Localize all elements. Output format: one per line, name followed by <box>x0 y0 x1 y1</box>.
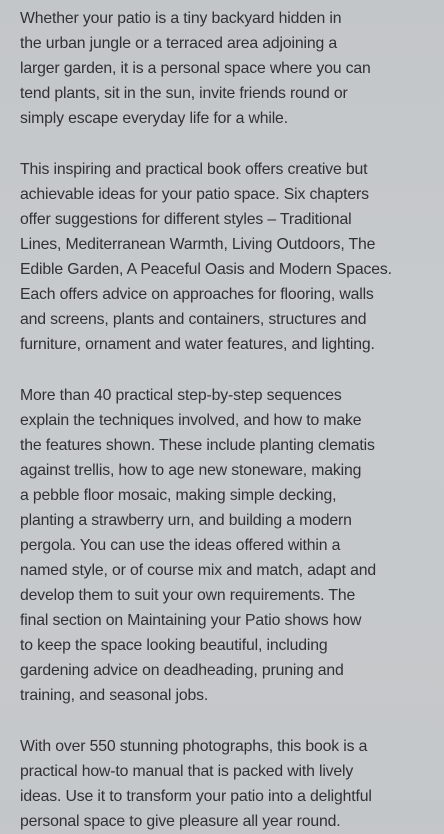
text-line: Edible Garden, A Peaceful Oasis and Modern Spaces. <box>20 261 392 278</box>
text-line: against trellis, how to age new stoneware, making <box>20 462 362 479</box>
text-line: and screens, plants and containers, structures and <box>20 311 367 328</box>
text-line: a pebble floor mosaic, making simple decking, <box>20 487 337 504</box>
blurb-paragraph-summary <box>20 734 428 834</box>
blurb-paragraph-techniques <box>20 383 428 708</box>
text-line: named style, or of course mix and match, adapt and <box>20 562 377 579</box>
text-line: furniture, ornament and water features, and lighting. <box>20 336 375 353</box>
text-line: simply escape everyday life for a while. <box>20 110 288 127</box>
text-line: larger garden, it is a personal space where you can <box>20 60 371 77</box>
text-line: ideas. Use it to transform your patio into a delightful <box>20 788 372 805</box>
text-line: gardening advice on deadheading, pruning and <box>20 662 344 679</box>
text-line: the urban jungle or a terraced area adjoining a <box>20 35 338 52</box>
text-line: Lines, Mediterranean Warmth, Living Outdoors, The <box>20 236 376 253</box>
text-line: pergola. You can use the ideas offered within a <box>20 537 341 554</box>
text-line: training, and seasonal jobs. <box>20 687 209 704</box>
text-line: to keep the space looking beautiful, including <box>20 637 328 654</box>
text-line: final section on Maintaining your Patio shows how <box>20 612 362 629</box>
text-line: tend plants, sit in the sun, invite friends round or <box>20 85 348 102</box>
text-line: the features shown. These include planting clematis <box>20 437 375 454</box>
text-line: planting a strawberry urn, and building a modern <box>20 512 352 529</box>
blurb-paragraph-styles <box>20 157 428 357</box>
text-line: explain the techniques involved, and how to make <box>20 412 362 429</box>
text-line: With over 550 stunning photographs, this book is a <box>20 738 368 755</box>
text-line: This inspiring and practical book offers creative but <box>20 161 368 178</box>
text-line: practical how-to manual that is packed with lively <box>20 763 354 780</box>
text-line: More than 40 practical step-by-step sequences <box>20 387 342 404</box>
text-line: develop them to suit your own requirements. The <box>20 587 356 604</box>
text-line: Whether your patio is a tiny backyard hidden in <box>20 10 342 27</box>
text-line: personal space to give pleasure all year round. <box>20 813 341 830</box>
text-line: achievable ideas for your patio space. Six chapters <box>20 186 369 203</box>
blurb-paragraph-intro <box>20 6 428 131</box>
text-line: Each offers advice on approaches for flooring, walls <box>20 286 374 303</box>
text-line: offer suggestions for different styles – Traditional <box>20 211 352 228</box>
